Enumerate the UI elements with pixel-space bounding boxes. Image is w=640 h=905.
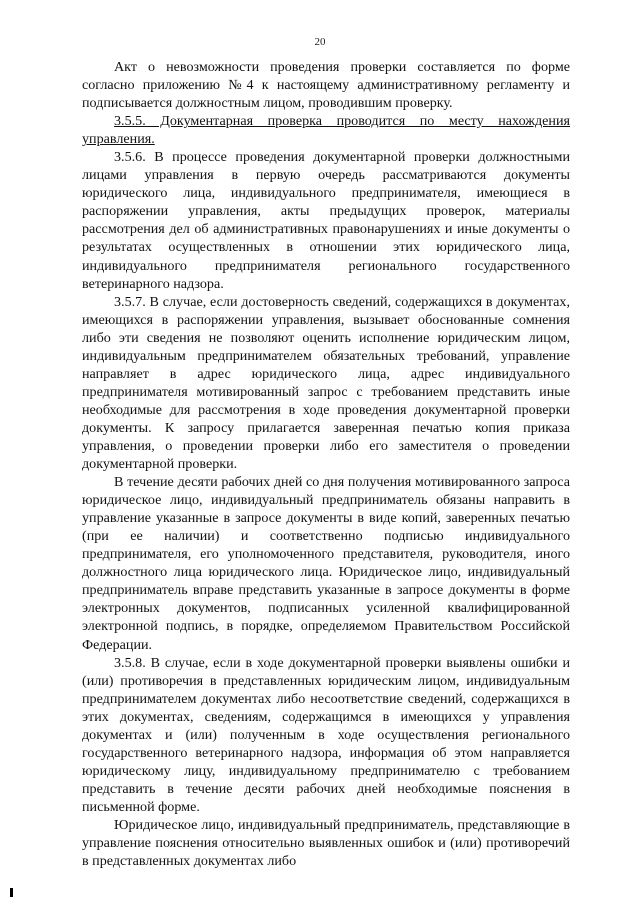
paragraph-ten-working-days: В течение десяти рабочих дней со дня получения мотивированного запроса юридическое лицо, индивидуальный предприниматель обязаны направить в управление указанные в запросе документы в виде копий, заверенных печатью (при ее наличии) и соответственно подписью индивидуального предпринимателя, его уполномоченного представителя, руководителя, иного должностного лица юридического лица. Юридическое лицо, индивидуальный предприниматель вправе представить указанные в запросе документы в форме электронных документов, подписанных усиленной квалифицированной электронной подпись, в порядке, определяемом Правительством Российской Федерации. xyxy=(82,474,570,653)
paragraph-3-5-8: 3.5.8. В случае, если в ходе документарной проверки выявлены ошибки и (или) противоречия в представленных юридическим лицом, индивидуальным предпринимателем документах либо несоответствие сведений, содержащихся в этих документах, сведениям, содержащимся в имеющихся у управления документах и (или) полученным в ходе осуществления регионального государственного ветеринарного надзора, информация об этом направляется юридическому лицу, индивидуальному предпринимателю с требованием представить в течение десяти рабочих дней необходимые пояснения в письменной форме. xyxy=(82,654,570,815)
paragraph-3-5-5: 3.5.5. Документарная проверка проводится по месту нахождения управления. xyxy=(82,113,570,148)
paragraph-explanations: Юридическое лицо, индивидуальный предприниматель, представляющие в управление пояснения относительно выявленных ошибок и (или) противоречий в представленных документах либо xyxy=(82,816,570,870)
paragraph-act-impossibility: Акт о невозможности проведения проверки составляется по форме согласно приложению №4 к настоящему административному регламенту и подписывается должностным лицом, проводившим проверку. xyxy=(82,59,570,112)
paragraph-3-5-6: 3.5.6. В процессе проведения документарной проверки должностными лицами управления в первую очередь рассматриваются документы юридического лица, индивидуального предпринимателя, имеющиеся в распоряжении управления, акты предыдущих проверок, материалы рассмотрения дел об административных правонарушениях и иные документы о результатах осуществленных в отношении этих юридического лица, индивидуального предпринимателя регионального государственного ветеринарного надзора. xyxy=(82,149,570,292)
paragraph-3-5-7: 3.5.7. В случае, если достоверность сведений, содержащихся в документах, имеющихся в распоряжении управления, вызывает обоснованные сомнения либо эти сведения не позволяют оценить исполнение юридическим лицом, индивидуальным предпринимателем обязательных требований, управление направляет в адрес юридического лица, адрес индивидуального предпринимателя мотивированный запрос с требованием представить иные необходимые для рассмотрения в ходе проведения документарной проверки документы. К запросу прилагается заверенная печатью копия приказа управления, о проведении проверки либо его заместителя о проведении документарной проверки. xyxy=(82,293,570,473)
scan-margin-mark xyxy=(10,888,13,897)
page-number: 20 xyxy=(314,36,326,48)
document-body xyxy=(82,58,570,870)
